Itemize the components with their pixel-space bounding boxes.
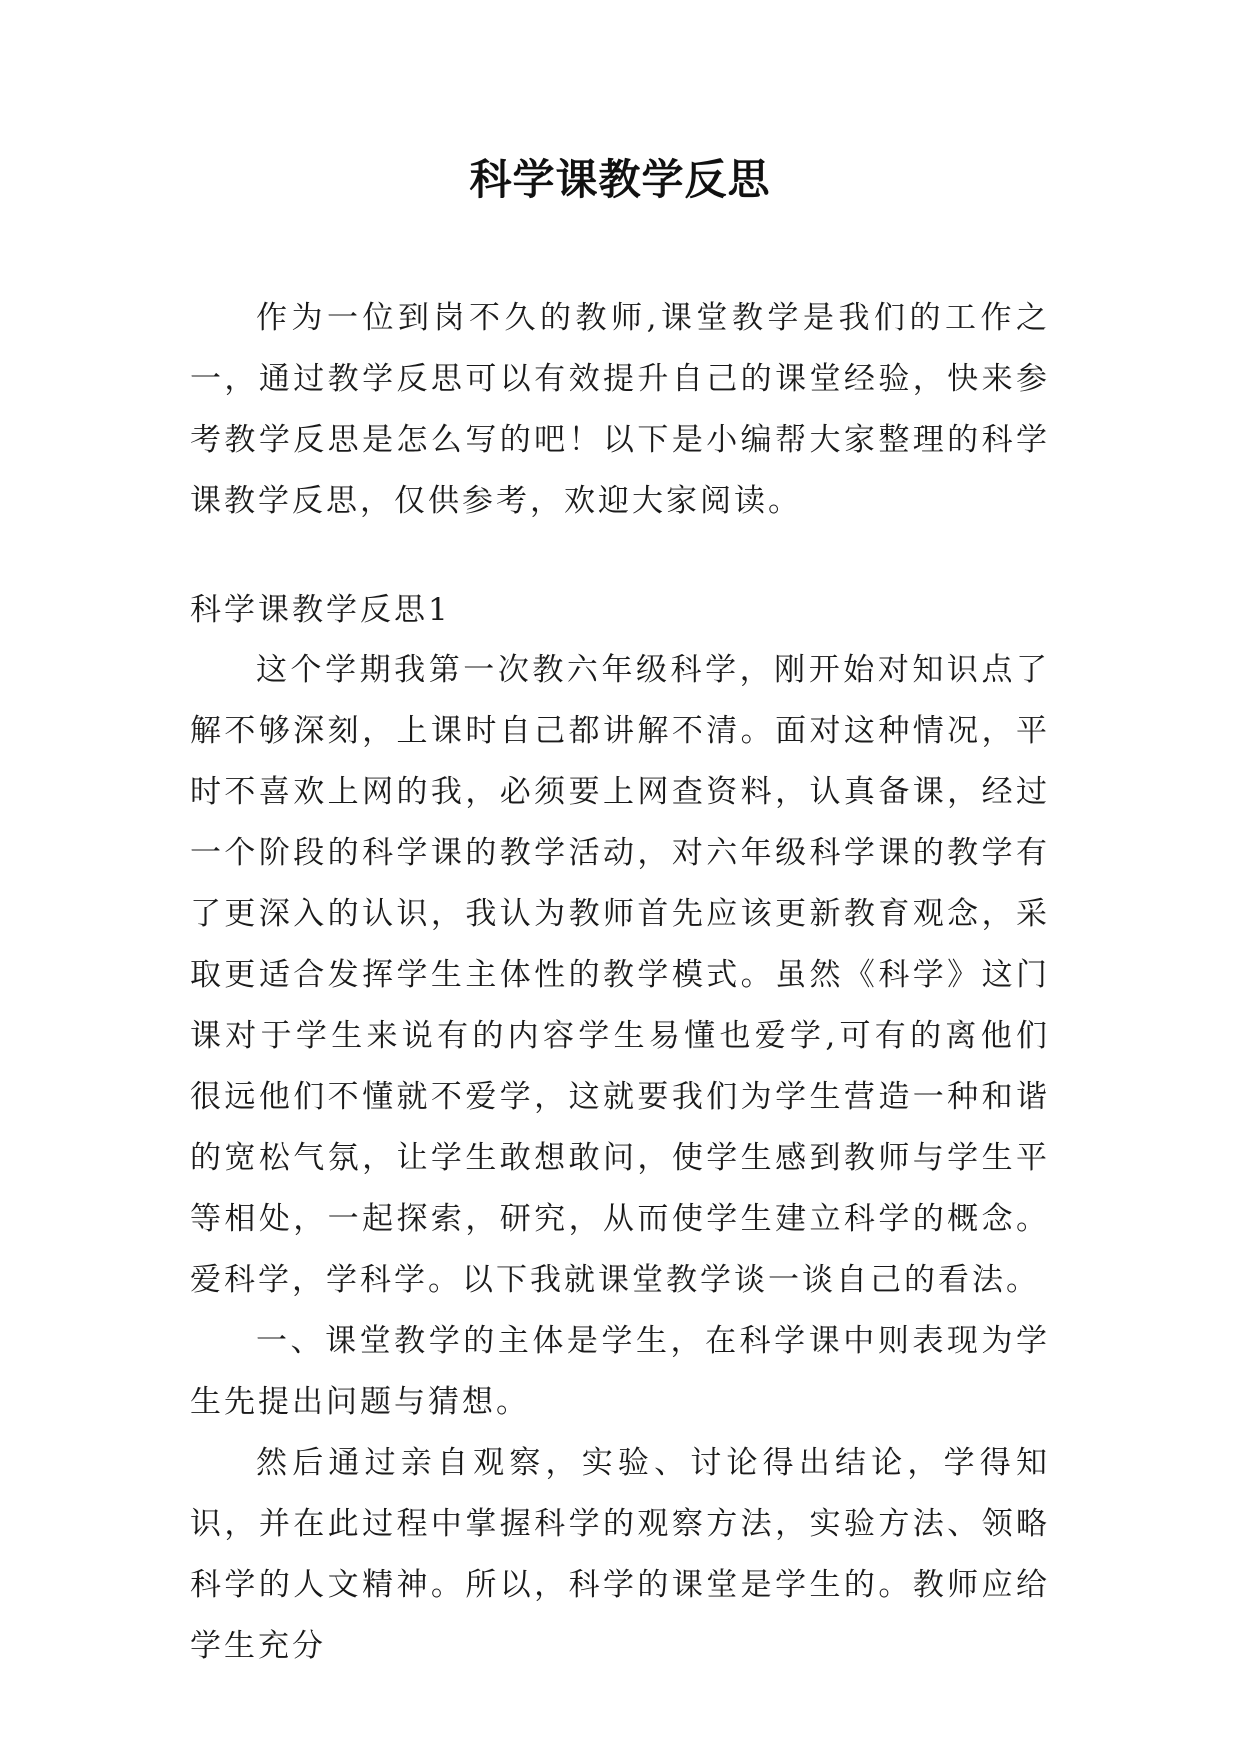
document-page	[190, 0, 1050, 1754]
document-title: 科学课教学反思	[469, 155, 771, 204]
section-body	[190, 640, 1050, 1677]
body-paragraph: 这个学期我第一次教六年级科学，刚开始对知识点了解不够深刻，上课时自己都讲解不清。面对这种情况，平时不喜欢上网的我，必须要上网查资料，认真备课，经过一个阶段的科学课的教学活动，对六年级科学课的教学有了更深入的认识，我认为教师首先应该更新教育观念，采取更适合发挥学生主体性的教学模式。虽然《科学》这门课对于学生来说有的内容学生易懂也爱学,可有的离他们很远他们不懂就不爱学，这就要我们为学生营造一种和谐的宽松气氛，让学生敢想敢问，使学生感到教师与学生平等相处，一起探索，研究，从而使学生建立科学的概念。爱科学，学科学。以下我就课堂教学谈一谈自己的看法。	[190, 652, 1050, 1298]
body-paragraph: 然后通过亲自观察，实验、讨论得出结论，学得知识，并在此过程中掌握科学的观察方法，实验方法、领略科学的人文精神。所以，科学的课堂是学生的。教师应给学生充分	[190, 1445, 1050, 1664]
intro-paragraph: 作为一位到岗不久的教师,课堂教学是我们的工作之一，通过教学反思可以有效提升自己的课堂经验，快来参考教学反思是怎么写的吧！以下是小编帮大家整理的科学课教学反思，仅供参考，欢迎大家阅读。	[190, 300, 1050, 519]
body-paragraph: 一、课堂教学的主体是学生，在科学课中则表现为学生先提出问题与猜想。	[190, 1323, 1050, 1420]
section-heading: 科学课教学反思1	[190, 592, 451, 628]
